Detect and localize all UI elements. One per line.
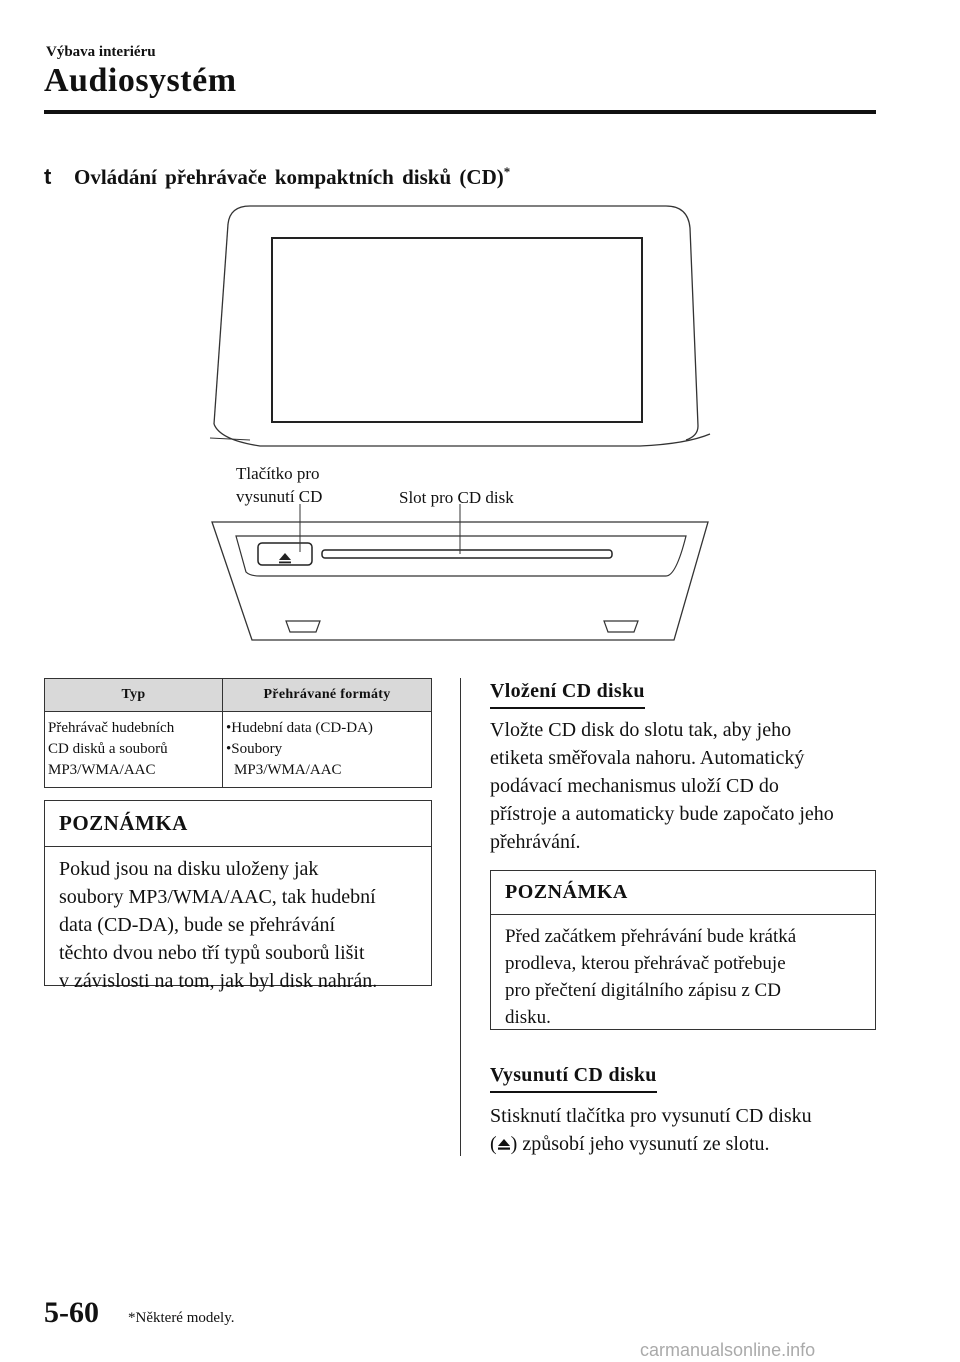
eject-icon	[497, 1137, 511, 1151]
note-box-delay	[490, 870, 876, 1030]
note-line: soubory MP3/WMA/AAC, tak hudební	[59, 886, 376, 908]
table-cell-type	[45, 712, 223, 788]
note-line: Pokud jsou na disku uloženy jak	[59, 858, 319, 880]
display-housing-left	[214, 224, 228, 424]
title-rule	[44, 110, 876, 114]
callout-eject-line1: Tlačítko pro	[236, 464, 320, 483]
note-heading: POZNÁMKA	[491, 871, 875, 915]
note-line: data (CD-DA), bude se přehrávání	[59, 914, 336, 936]
callout-cd-slot: Slot pro CD disk	[399, 488, 514, 507]
format-line: •Soubory	[226, 741, 283, 757]
type-line: CD disků a souborů	[48, 741, 168, 757]
table-cell-formats	[223, 712, 432, 788]
para-line	[490, 1130, 880, 1158]
type-line: Přehrávač hudebních	[48, 720, 175, 736]
para-line: přehrávání.	[490, 831, 581, 853]
callout-eject-button	[236, 462, 322, 508]
table-row	[45, 712, 432, 788]
section-title-text: Ovládání přehrávače kompaktních disků (CD)	[74, 165, 504, 189]
watermark: carmanualsonline.info	[640, 1340, 816, 1360]
section-bullet: t	[44, 164, 52, 189]
table-header-row	[45, 679, 432, 712]
chapter-label: Výbava interiéru	[46, 44, 156, 60]
insert-cd-text	[490, 716, 880, 856]
cd-slot-shape	[322, 550, 612, 558]
page-title: Audiosystém	[44, 62, 237, 99]
display-screen	[272, 238, 642, 422]
note-line: pro přečtení digitálního zápisu z CD	[505, 980, 781, 1001]
optional-equipment-marker: *	[503, 164, 511, 179]
format-line: MP3/WMA/AAC	[234, 762, 342, 778]
para-line: etiketa směřovala nahoru. Automatický	[490, 747, 805, 769]
note-line: Před začátkem přehrávání bude krátká	[505, 926, 797, 947]
note-heading: POZNÁMKA	[45, 801, 431, 847]
note-body	[45, 847, 431, 1005]
insert-cd-heading: Vložení CD disku	[490, 680, 645, 709]
note-box-formats	[44, 800, 432, 992]
table-header-formats: Přehrávané formáty	[223, 679, 432, 712]
page-number: 5-60	[44, 1296, 99, 1329]
eject-cd-heading: Vysunutí CD disku	[490, 1064, 657, 1093]
section-title	[74, 164, 510, 190]
type-line: MP3/WMA/AAC	[48, 762, 156, 778]
cd-player-illustration	[200, 196, 720, 656]
note-body	[491, 915, 875, 1041]
format-line: •Hudební data (CD-DA)	[226, 720, 373, 736]
eject-cd-text	[490, 1102, 880, 1158]
footnote: *Některé modely.	[128, 1310, 235, 1326]
note-line: v závislosti na tom, jak byl disk nahrán.	[59, 970, 378, 992]
para-line: Stisknutí tlačítka pro vysunutí CD disku	[490, 1105, 812, 1127]
display-base	[214, 424, 710, 446]
formats-table	[44, 678, 432, 788]
note-line: disku.	[505, 1007, 551, 1028]
callout-eject-line2: vysunutí CD	[236, 487, 323, 506]
paren-open: (	[490, 1133, 497, 1155]
note-line: prodleva, kterou přehrávač potřebuje	[505, 953, 786, 974]
note-line: těchto dvou nebo tří typů souborů lišit	[59, 942, 365, 964]
para-line: Vložte CD disk do slotu tak, aby jeho	[490, 719, 792, 741]
column-divider	[460, 678, 461, 1156]
para-line: přístroje a automaticky bude započato jeho	[490, 803, 834, 825]
eject-text-rest: ) způsobí jeho vysunutí ze slotu.	[510, 1133, 770, 1155]
para-line: podávací mechanismus uloží CD do	[490, 775, 779, 797]
table-header-type: Typ	[45, 679, 223, 712]
